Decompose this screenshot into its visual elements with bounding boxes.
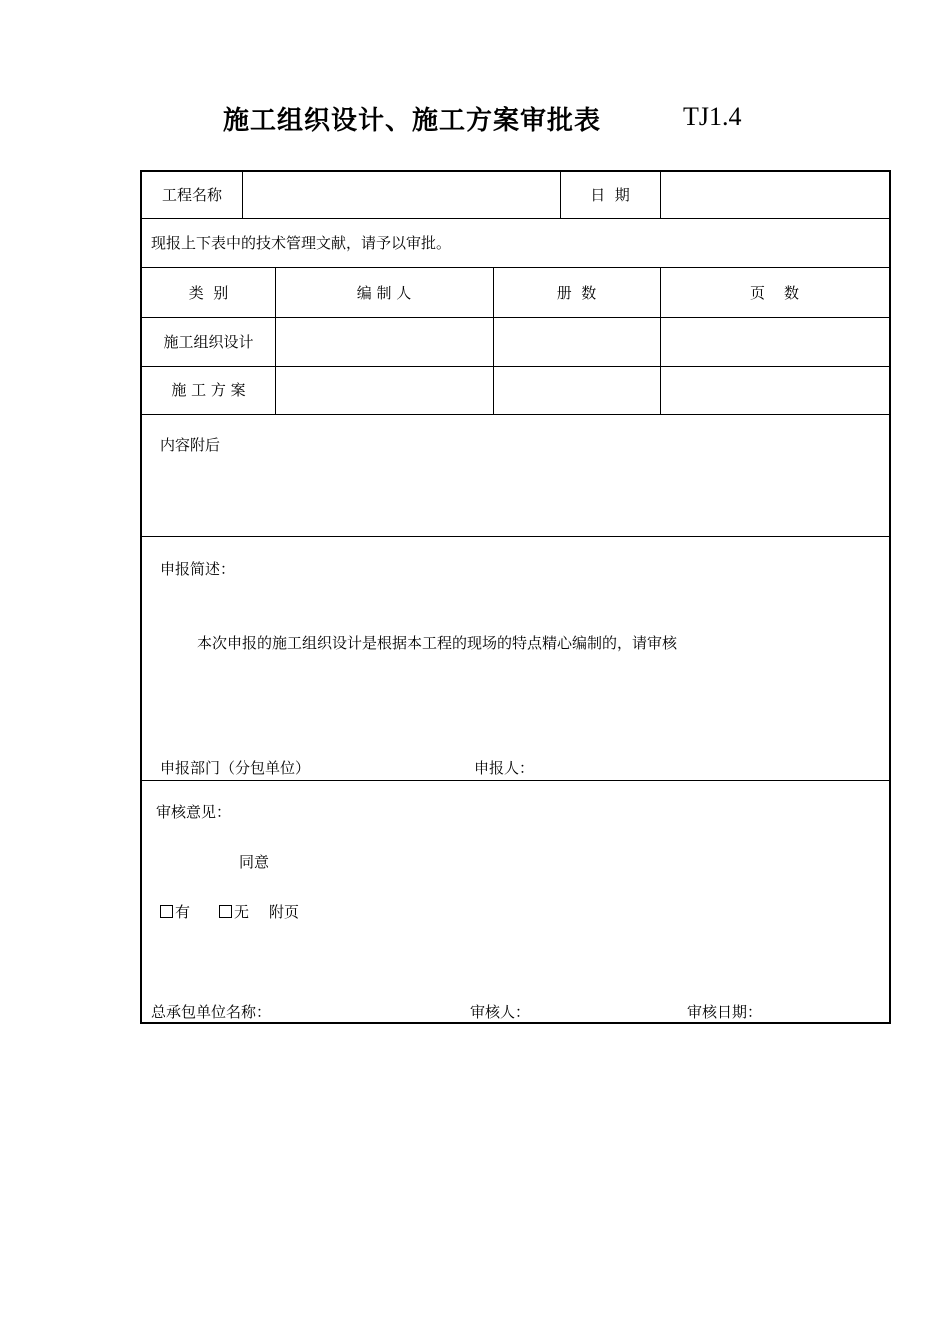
row-divider: [142, 366, 889, 367]
attachment-label: 附页: [269, 903, 300, 921]
row-category: 施 工 方 案: [171, 381, 246, 399]
option-no[interactable]: [219, 902, 249, 922]
row-author-field[interactable]: [275, 332, 493, 352]
row-pages-field[interactable]: [660, 332, 889, 352]
row-category: 施工组织设计: [163, 333, 254, 351]
row-pages-field[interactable]: [660, 380, 889, 400]
header-volumes: 册 数: [556, 284, 597, 302]
row-author-field[interactable]: [275, 380, 493, 400]
date-field[interactable]: [670, 185, 880, 205]
review-date-label: 审核日期：: [687, 1003, 763, 1021]
approval-form: [140, 170, 891, 1024]
row-divider: [142, 536, 889, 537]
header-category: 类 别: [188, 284, 229, 302]
title-bar: [0, 100, 950, 140]
dept-label: 申报部门（分包单位）: [160, 759, 311, 777]
page-title: 施工组织设计、施工方案审批表: [223, 106, 602, 136]
checkbox-icon[interactable]: [219, 905, 232, 918]
row-volumes-field[interactable]: [493, 380, 660, 400]
row-divider: [142, 780, 889, 781]
review-opinion: 同意: [239, 853, 270, 871]
row-divider: [142, 317, 889, 318]
checkbox-icon[interactable]: [160, 905, 173, 918]
applicant-label: 申报人：: [474, 759, 535, 777]
review-label: 审核意见：: [156, 803, 232, 821]
date-label: 日 期: [590, 186, 630, 204]
header-pages: 页 数: [749, 284, 800, 302]
intro-text: 现报上下表中的技术管理文献，请予以审批。: [151, 234, 452, 252]
reviewer-label: 审核人：: [470, 1003, 531, 1021]
row-divider: [142, 218, 889, 219]
option-no-label: 无: [234, 903, 250, 921]
submission-label: 申报简述：: [160, 560, 236, 578]
option-yes[interactable]: [160, 902, 190, 922]
col-divider: [660, 172, 661, 218]
row-divider: [142, 267, 889, 268]
row-divider: [142, 414, 889, 415]
option-yes-label: 有: [175, 903, 191, 921]
content-label: 内容附后: [160, 436, 221, 454]
row-volumes-field[interactable]: [493, 332, 660, 352]
form-code: TJ1.4: [683, 102, 742, 131]
contractor-label: 总承包单位名称：: [151, 1003, 272, 1021]
header-author: 编 制 人: [356, 284, 412, 302]
project-name-label: 工程名称: [161, 186, 222, 204]
submission-text: 本次申报的施工组织设计是根据本工程的现场的特点精心编制的，请审核: [197, 634, 678, 652]
col-divider: [242, 172, 243, 218]
project-name-field[interactable]: [252, 185, 552, 205]
